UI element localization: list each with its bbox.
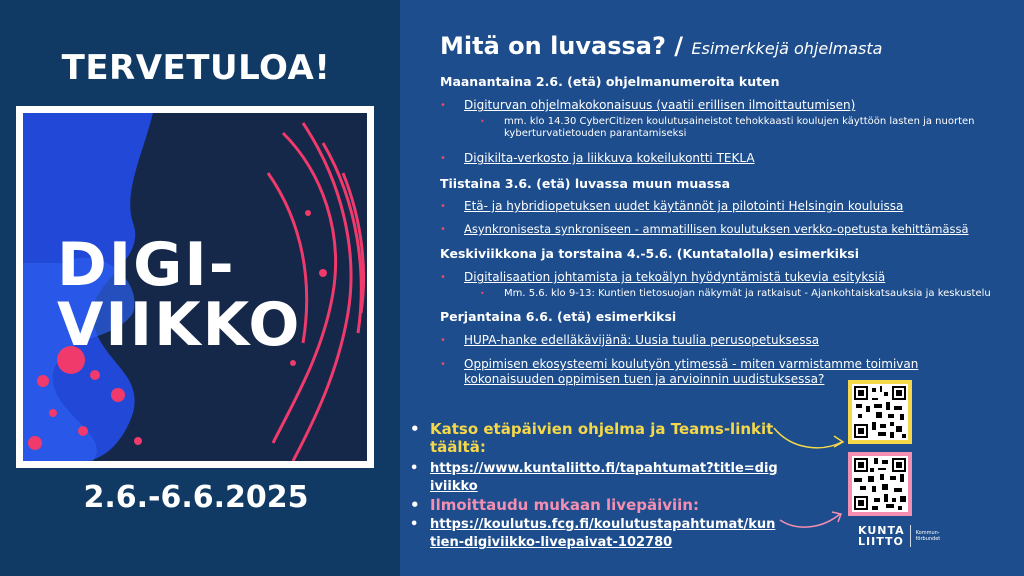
qr-code-icon (852, 384, 908, 440)
signup-link[interactable]: • https://koulutus.fcg.fi/koulutustapahtumat/kuntien-digiviikko-livepaivat-102780 (410, 517, 776, 550)
bullet-icon: • (440, 201, 446, 212)
poster-artwork (23, 113, 367, 461)
digiviikko-poster (16, 106, 374, 468)
logo-wordmark: KUNTA LIITTO (858, 524, 905, 548)
bullet-icon: • (480, 117, 485, 126)
bullet-icon: • (410, 420, 420, 438)
kuntaliitto-logo (858, 525, 940, 547)
day-title-monday: Maanantaina 2.6. (etä) ohjelmanumeroita kuten (440, 74, 780, 89)
program-heading-main: Mitä on luvassa? / (440, 32, 684, 60)
teams-info-text: • Katso etäpäivien ohjelma ja Teams-linkit täältä: (410, 420, 774, 456)
program-subitem (480, 116, 1000, 140)
program-item-text: Asynkronisesta synkroniseen - ammatillisen koulutuksen verkko-opetusta kehittämässä (464, 222, 969, 236)
poster-title-line1: DIGI- (57, 230, 236, 300)
program-item-text: Etä- ja hybridiopetuksen uudet käytännöt ja pilotointi Helsingin kouluissa (464, 199, 904, 213)
teams-qr-code[interactable] (848, 380, 912, 444)
bullet-icon: • (410, 517, 419, 532)
arrow-icon (772, 420, 852, 460)
welcome-title: TERVETULOA! (61, 48, 331, 88)
arrow-icon (778, 508, 848, 538)
program-item[interactable] (440, 270, 885, 285)
day-title-friday: Perjantaina 6.6. (etä) esimerkiksi (440, 309, 677, 324)
bullet-icon: • (440, 153, 446, 164)
bullet-icon: • (440, 272, 446, 283)
program-subitem-text: Mm. 5.6. klo 9-13: Kuntien tietosuojan näkymät ja ratkaisut - Ajankohtaiskatsauksia ja keskustelu (504, 288, 991, 299)
right-panel (400, 0, 1024, 576)
bullet-icon: • (480, 289, 485, 298)
program-item[interactable] (440, 199, 903, 214)
poster-title (57, 230, 302, 360)
program-item[interactable] (440, 151, 755, 166)
bullet-icon: • (440, 359, 446, 370)
program-heading-sub: Esimerkkejä ohjelmasta (691, 39, 883, 58)
logo-divider (910, 525, 911, 547)
day-title-tuesday: Tiistaina 3.6. (etä) luvassa muun muassa (440, 176, 731, 191)
bullet-icon: • (410, 461, 419, 476)
bullet-icon: • (440, 224, 446, 235)
program-item[interactable] (440, 222, 969, 237)
qr-code-icon (852, 456, 908, 512)
program-subitem-text: mm. klo 14.30 CyberCitizen koulutusaineistot tehokkaasti koulujen käyttöön lasten ja nuorten kyberturvatietouden parantamiseksi (504, 116, 975, 139)
bullet-icon: • (410, 496, 420, 514)
program-item[interactable] (440, 333, 819, 348)
program-item-text: HUPA-hanke edelläkävijänä: Uusia tuulia perusopetuksessa (464, 333, 820, 347)
event-dates: 2.6.-6.6.2025 (83, 480, 309, 515)
program-item-text: Digitalisaation johtamista ja tekoälyn hyödyntämistä tukevia esityksiä (464, 270, 886, 284)
left-panel (0, 0, 400, 576)
poster-title-line2: VIIKKO (57, 290, 302, 360)
program-item-text: Digikilta-verkosto ja liikkuva kokeilukontti TEKLA (464, 151, 755, 165)
program-item[interactable] (440, 98, 855, 113)
day-title-wednesday-thursday: Keskiviikkona ja torstaina 4.-5.6. (Kuntatalolla) esimerkiksi (440, 246, 860, 261)
signup-info-text: • Ilmoittaudu mukaan livepäiviin: (410, 496, 699, 514)
program-item-text: Oppimisen ekosysteemi koulutyön ytimessä - miten varmistamme toimivan kokonaisuuden oppimisen tuen ja arvioinnin uudistuksessa? (464, 357, 919, 386)
program-item-text: Digiturvan ohjelmakokonaisuus (vaatii erillisen ilmoittautumisen) (464, 98, 856, 112)
bullet-icon: • (440, 335, 446, 346)
teams-link[interactable]: • https://www.kuntaliitto.fi/tapahtumat?title=digiviikko (410, 461, 778, 494)
logo-subtext: Kommun- förbundet (915, 530, 941, 542)
signup-qr-code[interactable] (848, 452, 912, 516)
program-heading (440, 32, 882, 60)
bullet-icon: • (440, 100, 446, 111)
program-subitem (480, 288, 1000, 300)
